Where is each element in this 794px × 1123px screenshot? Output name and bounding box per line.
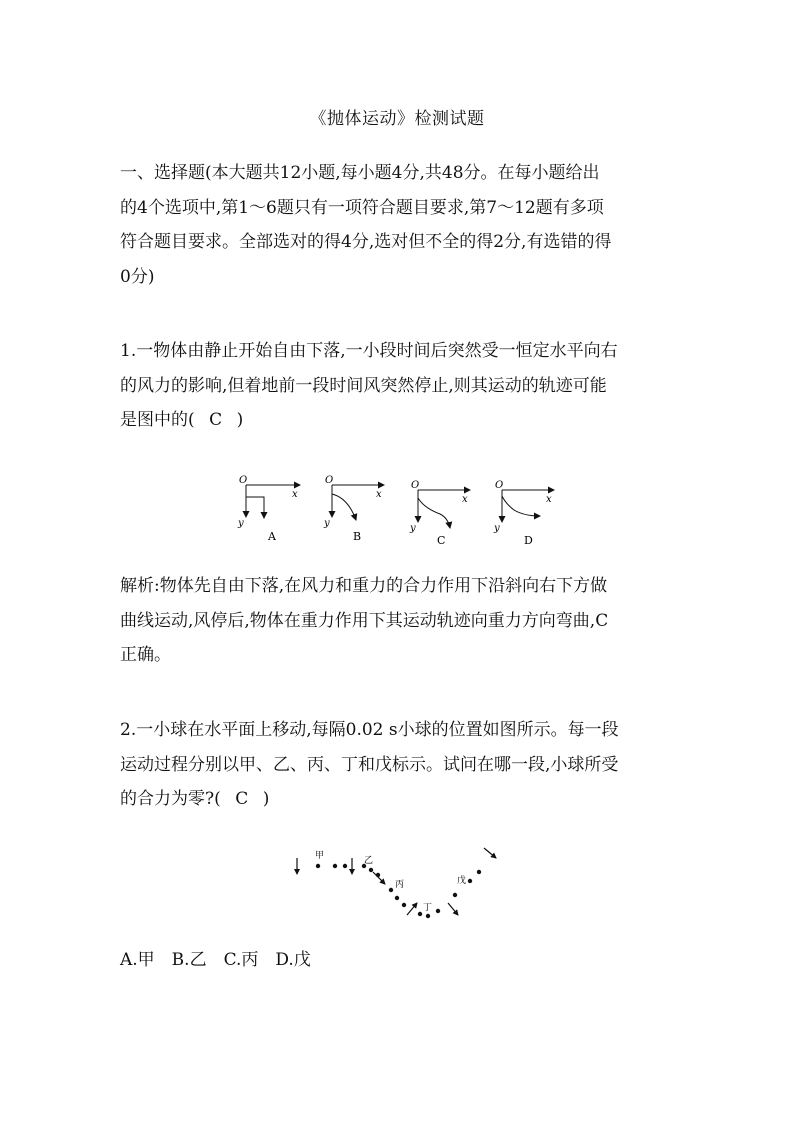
y-axis-label: y — [238, 518, 244, 529]
section-instructions — [120, 156, 680, 294]
question-1-prefix: 是图中的( — [120, 410, 195, 430]
question-1-line: 的风力的影响,但着地前一段时间风突然停止,则其运动的轨迹可能 — [120, 375, 607, 396]
ball-dot — [369, 868, 373, 872]
question-1-line-last — [120, 403, 680, 438]
question-2-line: 运动过程分别以甲、乙、丙、丁和戊标示。试问在哪一段,小球所受 — [120, 754, 619, 775]
trajectory-curve — [332, 485, 356, 520]
y-axis-label: y — [324, 518, 330, 529]
ball-dot — [402, 903, 406, 907]
question-2-line: 2.一小球在水平面上移动,每隔0.02 s小球的位置如图所示。每一段 — [120, 720, 619, 740]
x-axis-label: x — [546, 494, 552, 505]
question-1-suffix: ) — [236, 410, 244, 430]
origin-label: O — [325, 475, 334, 486]
ball-dot — [376, 873, 380, 877]
trajectory-option-c — [409, 480, 470, 547]
analysis-line: 曲线运动,风停后,物体在重力作用下其运动轨迹向重力方向弯曲,C — [120, 610, 609, 631]
option-label-a: A — [268, 530, 276, 543]
ball-dot — [426, 914, 430, 918]
page-title: 《抛体运动》检测试题 — [309, 109, 485, 129]
instruction-line: 的4个选项中,第1～6题只有一项符合题目要求,第7～12题有多项 — [120, 197, 604, 218]
option-label-c: C — [437, 534, 446, 547]
instruction-line: 符合题目要求。全部选对的得4分,选对但不全的得2分,有选错的得 — [120, 232, 612, 252]
choices-line: A.甲 B.乙 C.丙 D.戊 — [120, 950, 311, 970]
x-axis-label: x — [376, 489, 382, 500]
y-axis-label: y — [494, 523, 500, 534]
segment-label-yi: 乙 — [364, 856, 374, 866]
ball-dot — [436, 909, 440, 913]
option-label-d: D — [524, 534, 533, 547]
ball-dot — [468, 879, 472, 883]
ball-dot — [477, 870, 481, 874]
origin-label: O — [495, 480, 504, 491]
origin-label: O — [239, 475, 248, 486]
question-2-answer: C — [235, 789, 249, 809]
force-marker — [407, 903, 417, 915]
question-2-suffix: ) — [262, 789, 270, 809]
segment-label-bing: 丙 — [395, 880, 405, 890]
ball-dot — [389, 888, 393, 892]
question-2-prefix: 的合力为零?( — [120, 789, 221, 809]
trajectory-curve — [418, 490, 450, 528]
question-2-choices — [120, 943, 680, 978]
trajectory-option-d — [493, 480, 554, 547]
origin-label: O — [411, 480, 420, 491]
question-1-line: 1.一物体由静止开始自由下落,一小段时间后突然受一恒定水平向右 — [120, 341, 618, 361]
trajectory-curve — [246, 485, 264, 518]
ball-dot — [453, 893, 457, 897]
segment-label-wu: 戊 — [457, 876, 467, 886]
trajectory-option-b — [323, 475, 384, 543]
analysis-line: 解析:物体先自由下落,在风力和重力的合力作用下沿斜向右下方做 — [120, 576, 608, 596]
trajectory-option-a — [237, 475, 300, 543]
segment-label-ding: 丁 — [423, 903, 433, 913]
ball-dot — [418, 912, 422, 916]
ball-dot — [316, 864, 320, 868]
instruction-line: 0分) — [120, 266, 155, 287]
instruction-line: 一、选择题(本大题共12小题,每小题4分,共48分。在每小题给出 — [120, 163, 600, 183]
ball-dot — [395, 896, 399, 900]
force-marker — [448, 903, 458, 915]
x-axis-label: x — [462, 494, 468, 505]
force-marker — [484, 848, 496, 858]
ball-positions — [316, 864, 481, 918]
question-1-answer: C — [209, 410, 223, 430]
x-axis-label: x — [292, 489, 298, 500]
ball-dot — [343, 864, 347, 868]
segment-label-jia: 甲 — [315, 851, 325, 861]
trajectory-curve — [502, 490, 540, 516]
question-1 — [120, 334, 680, 438]
ball-dot — [333, 864, 337, 868]
question-1-figure — [230, 470, 570, 550]
option-label-b: B — [353, 530, 362, 543]
question-2-line-last — [120, 782, 680, 817]
y-axis-label: y — [410, 523, 416, 534]
question-1-analysis — [120, 569, 680, 673]
analysis-line: 正确。 — [120, 645, 171, 665]
question-2 — [120, 713, 680, 817]
question-2-figure — [285, 840, 515, 930]
